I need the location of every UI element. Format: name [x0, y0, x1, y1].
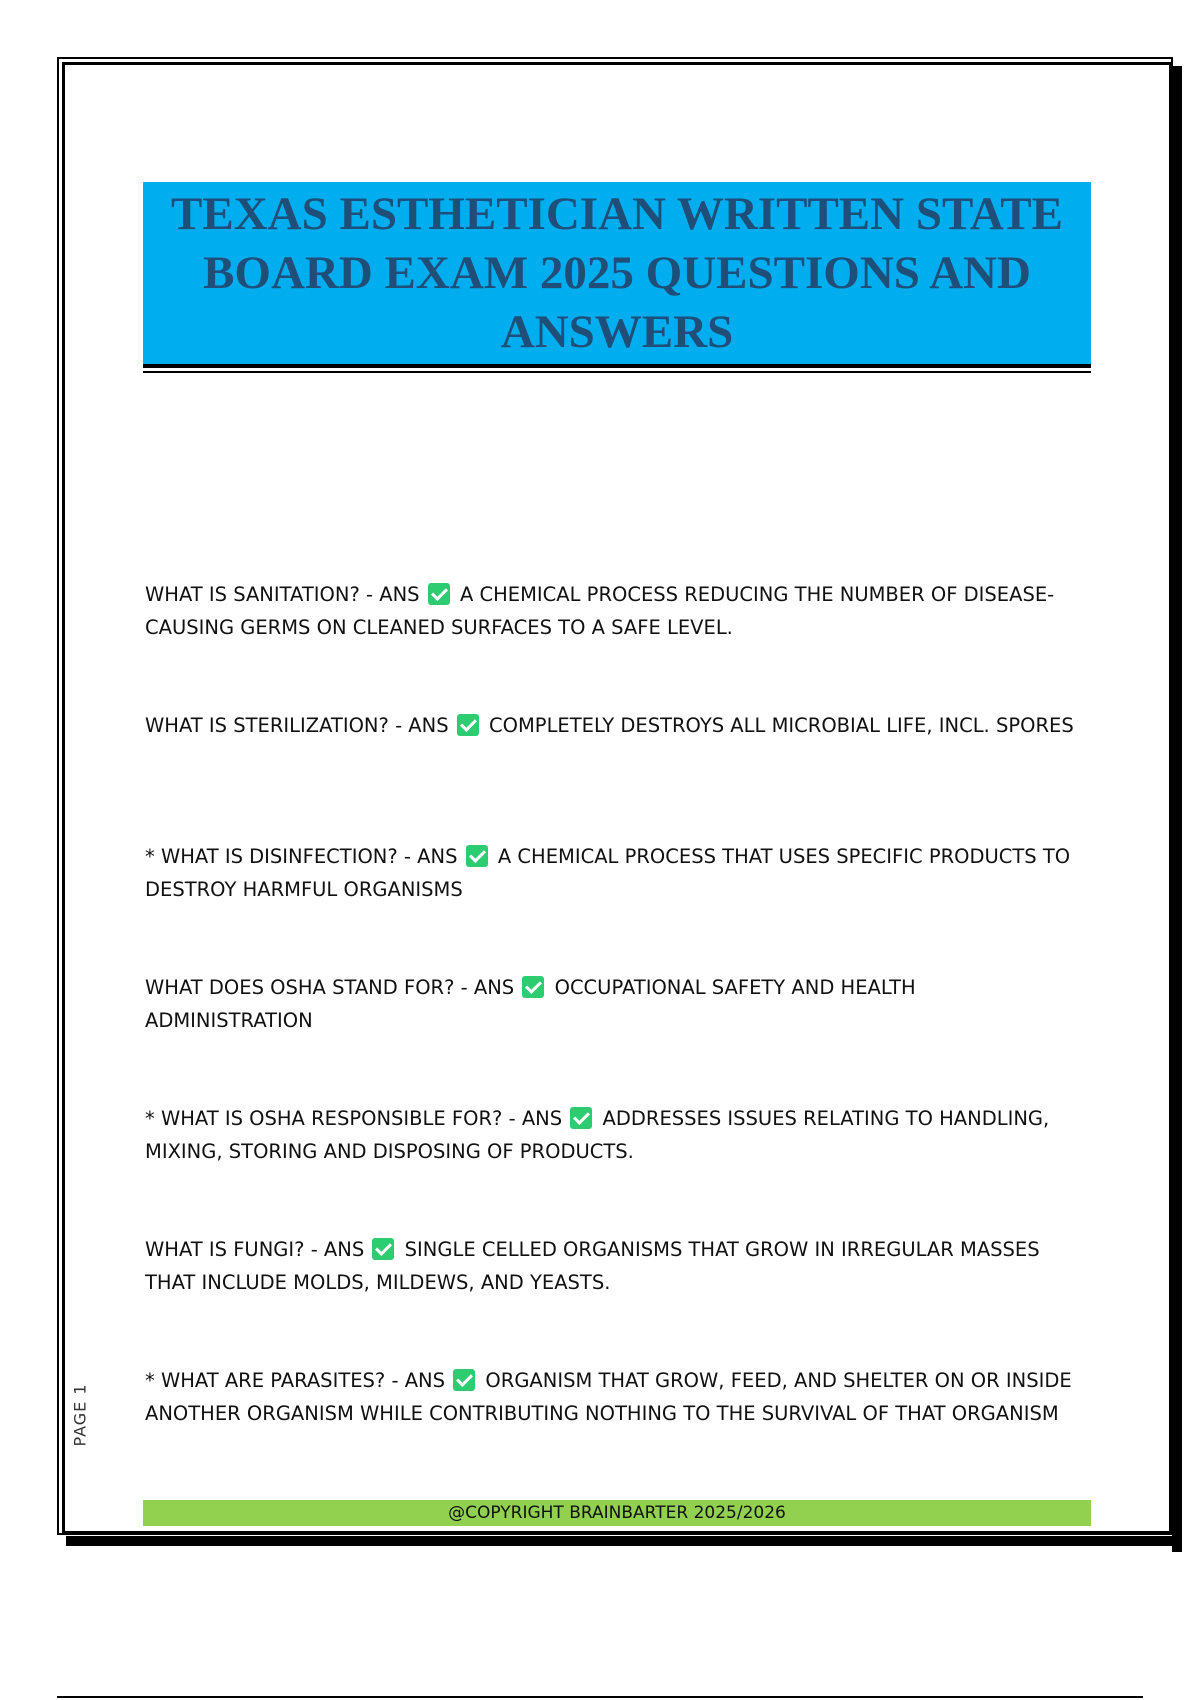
page-number: 1 [70, 1383, 90, 1395]
answer-text: SINGLE CELLED ORGANISMS THAT GROW IN IRREGULAR MASSES THAT INCLUDE MOLDS, MILDEWS, AND YEASTS. [145, 1238, 1040, 1294]
question-text: WHAT IS STERILIZATION? - ANS [145, 714, 449, 737]
question-text: * WHAT ARE PARASITES? - ANS [145, 1369, 446, 1392]
check-mark-icon [522, 976, 544, 998]
answer-text: A CHEMICAL PROCESS REDUCING THE NUMBER OF DISEASE-CAUSING GERMS ON CLEANED SURFACES TO A SAFE LEVEL. [145, 583, 1055, 639]
check-mark-icon [570, 1107, 592, 1129]
question-text: * WHAT IS OSHA RESPONSIBLE FOR? - ANS [145, 1107, 563, 1130]
title-banner [143, 182, 1091, 364]
copyright-text: @COPYRIGHT BRAINBARTER 2025/2026 [448, 1503, 786, 1523]
check-mark-icon [457, 714, 479, 736]
qa-item [145, 1233, 1085, 1364]
bottom-rule [57, 1696, 1143, 1698]
check-mark-icon [372, 1238, 394, 1260]
page-label: PAGE [70, 1400, 90, 1447]
question-text: WHAT DOES OSHA STAND FOR? - ANS [145, 976, 515, 999]
qa-item [145, 1364, 1085, 1495]
qa-list [145, 578, 1085, 1495]
question-text: WHAT IS FUNGI? - ANS [145, 1238, 365, 1261]
question-text: WHAT IS SANITATION? - ANS [145, 583, 420, 606]
qa-item [145, 1102, 1085, 1233]
check-mark-icon [428, 583, 450, 605]
footer-bar [143, 1500, 1091, 1526]
check-mark-icon [466, 845, 488, 867]
qa-item [145, 971, 1085, 1102]
page-border-shadow [1172, 66, 1182, 1552]
qa-item [145, 578, 1085, 709]
answer-text: COMPLETELY DESTROYS ALL MICROBIAL LIFE, INCL. SPORES [489, 714, 1074, 737]
answer-text: OCCUPATIONAL SAFETY AND HEALTH ADMINISTRATION [145, 976, 916, 1032]
answer-text: ADDRESSES ISSUES RELATING TO HANDLING, MIXING, STORING AND DISPOSING OF PRODUCTS. [145, 1107, 1050, 1163]
check-mark-icon [453, 1369, 475, 1391]
qa-item [145, 709, 1085, 840]
title-underline-thin [143, 371, 1091, 373]
answer-text: A CHEMICAL PROCESS THAT USES SPECIFIC PRODUCTS TO DESTROY HARMFUL ORGANISMS [145, 845, 1071, 901]
page-title: TEXAS ESTHETICIAN WRITTEN STATE BOARD EXAM 2025 QUESTIONS AND ANSWERS [171, 187, 1063, 358]
question-text: * WHAT IS DISINFECTION? - ANS [145, 845, 458, 868]
answer-text: ORGANISM THAT GROW, FEED, AND SHELTER ON OR INSIDE ANOTHER ORGANISM WHILE CONTRIBUTING NOTHING TO THE SURVIVAL OF THAT ORGANISM [145, 1369, 1072, 1425]
title-underline [143, 364, 1091, 368]
qa-item [145, 840, 1085, 971]
page-border-shadow [66, 1536, 1182, 1546]
